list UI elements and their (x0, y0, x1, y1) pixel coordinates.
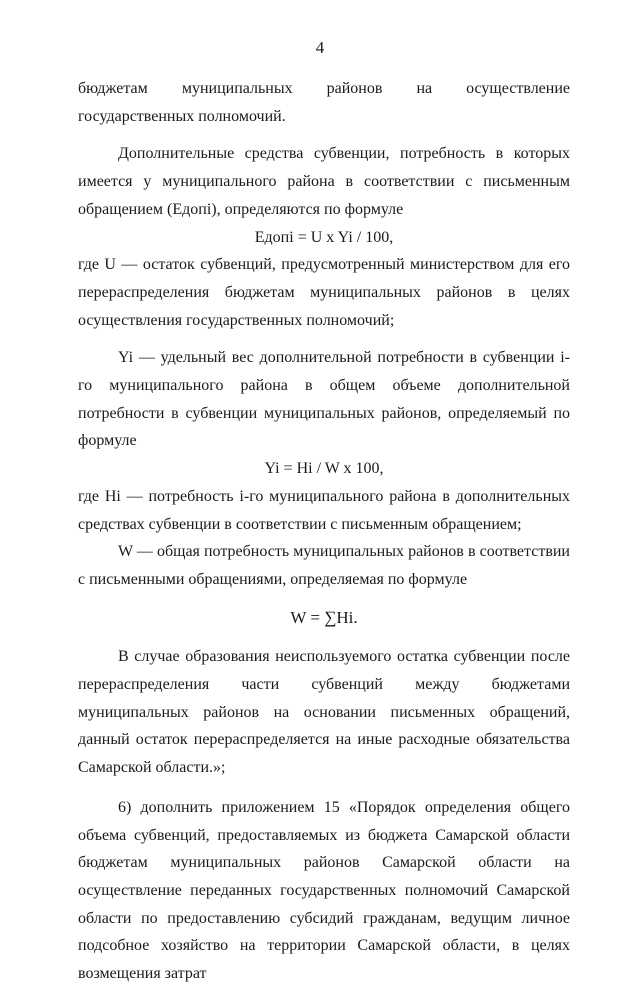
document-body (78, 75, 570, 988)
formula-w: W = ∑Hi. (290, 607, 358, 627)
paragraph-unused-balance: В случае образования неиспользуемого остатка субвенции после перераспределения части субвенций между бюджетами муниципальных районов на основании письменных обращений, данный остаток перераспределяется на иные расходные обязательства Самарской области.»; (78, 648, 570, 777)
paragraph-definition-w: W — общая потребность муниципальных районов в соответствии с письменными обращениями, определяемая по формуле (78, 543, 570, 588)
paragraph-appendix-15: 6) дополнить приложением 15 «Порядок определения общего объема субвенций, предоставляемых из бюджета Самарской области бюджетам муниципальных районов Самарской области на осуществление переданных государственных полномочий Самарской области по предоставлению субсидий гражданам, ведущим личное подсобное хозяйство на территории Самарской области, в целях возмещения затрат (78, 798, 570, 983)
page-number: 4 (315, 38, 325, 57)
paragraph-definition-y: Yi — удельный вес дополнительной потребности в субвенции i-го муниципального района в общем объеме дополнительной потребности в субвенции муниципальных районов, определяемый по формуле (78, 349, 570, 450)
paragraph-additional-funds: Дополнительные средства субвенции, потребность в которых имеется у муниципального района в соответствии с письменным обращением (Eдопi), определяются по формуле (78, 145, 570, 218)
formula-y: Yi = Hi / W x 100, (264, 460, 384, 478)
formula-e-dop: Eдопi = U x Yi / 100, (254, 228, 394, 246)
paragraph-definition-u: где U — остаток субвенций, предусмотренный министерством для его перераспределения бюджетам муниципальных районов в целях осуществления государственных полномочий; (78, 256, 570, 329)
paragraph-continuation: бюджетам муниципальных районов на осуществление государственных полномочий. (78, 80, 570, 125)
paragraph-definition-h: где Hi — потребность i-го муниципального района в дополнительных средствах субвенции в соответствии с письменным обращением; (78, 487, 570, 533)
